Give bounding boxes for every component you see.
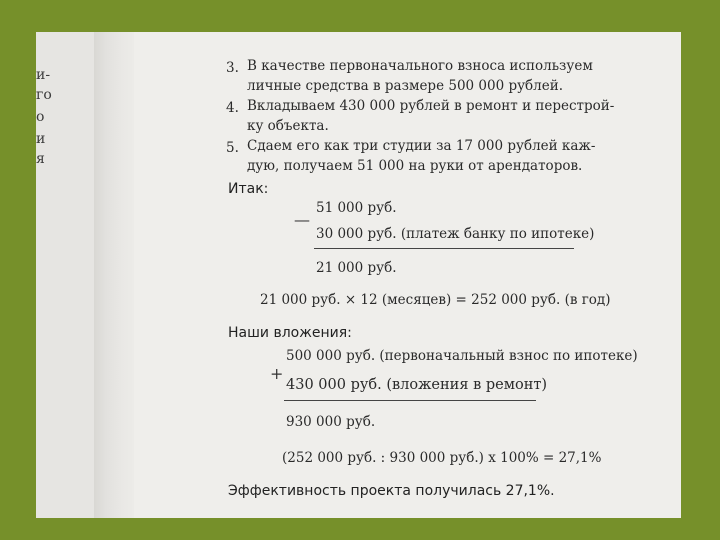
section-heading: Наши вложения:	[228, 325, 352, 341]
calc-row: 430 000 руб. (вложения в ремонт)	[286, 377, 548, 393]
left-page-fragment: го	[36, 87, 52, 103]
calc-row: 30 000 руб. (платеж банку по ипотеке)	[316, 226, 595, 242]
step-text-line: Сдаем его как три студии за 17 000 рублей каж-	[247, 138, 596, 154]
step-text-line: дую, получаем 51 000 на руки от арендаторов.	[247, 158, 583, 174]
efficiency-formula: (252 000 руб. : 930 000 руб.) х 100% = 27,1%	[282, 450, 602, 466]
book-gutter	[94, 32, 134, 518]
step-text-line: личные средства в размере 500 000 рублей.	[247, 78, 564, 94]
step-text-line: В качестве первоначального взноса используем	[247, 58, 593, 74]
calc-row: 500 000 руб. (первоначальный взнос по ипотеке)	[286, 348, 638, 364]
step-number: 3.	[226, 60, 239, 76]
step-number: 5.	[226, 140, 239, 156]
minus-sign: —	[294, 210, 310, 229]
sum-rule	[284, 400, 536, 401]
step-text-line: ку объекта.	[247, 118, 329, 134]
conclusion-text: Эффективность проекта получилась 27,1%.	[228, 483, 555, 499]
left-page-fragment: о	[36, 109, 45, 125]
photo-frame	[36, 32, 681, 518]
left-page-fragment: и-	[36, 67, 51, 83]
step-text-line: Вкладываем 430 000 рублей в ремонт и перестрой-	[247, 98, 615, 114]
sum-rule	[314, 248, 574, 249]
left-page	[36, 32, 94, 518]
book-page	[134, 32, 681, 518]
left-page-fragment: и	[36, 131, 46, 147]
step-number: 4.	[226, 100, 239, 116]
left-page-fragment: я	[36, 151, 45, 167]
plus-sign: +	[270, 364, 284, 383]
calc-result: 21 000 руб.	[316, 260, 397, 276]
calc-row: 51 000 руб.	[316, 200, 397, 216]
annual-income-line: 21 000 руб. × 12 (месяцев) = 252 000 руб. (в год)	[260, 292, 611, 308]
calc-result: 930 000 руб.	[286, 414, 376, 430]
section-heading: Итак:	[228, 181, 269, 197]
